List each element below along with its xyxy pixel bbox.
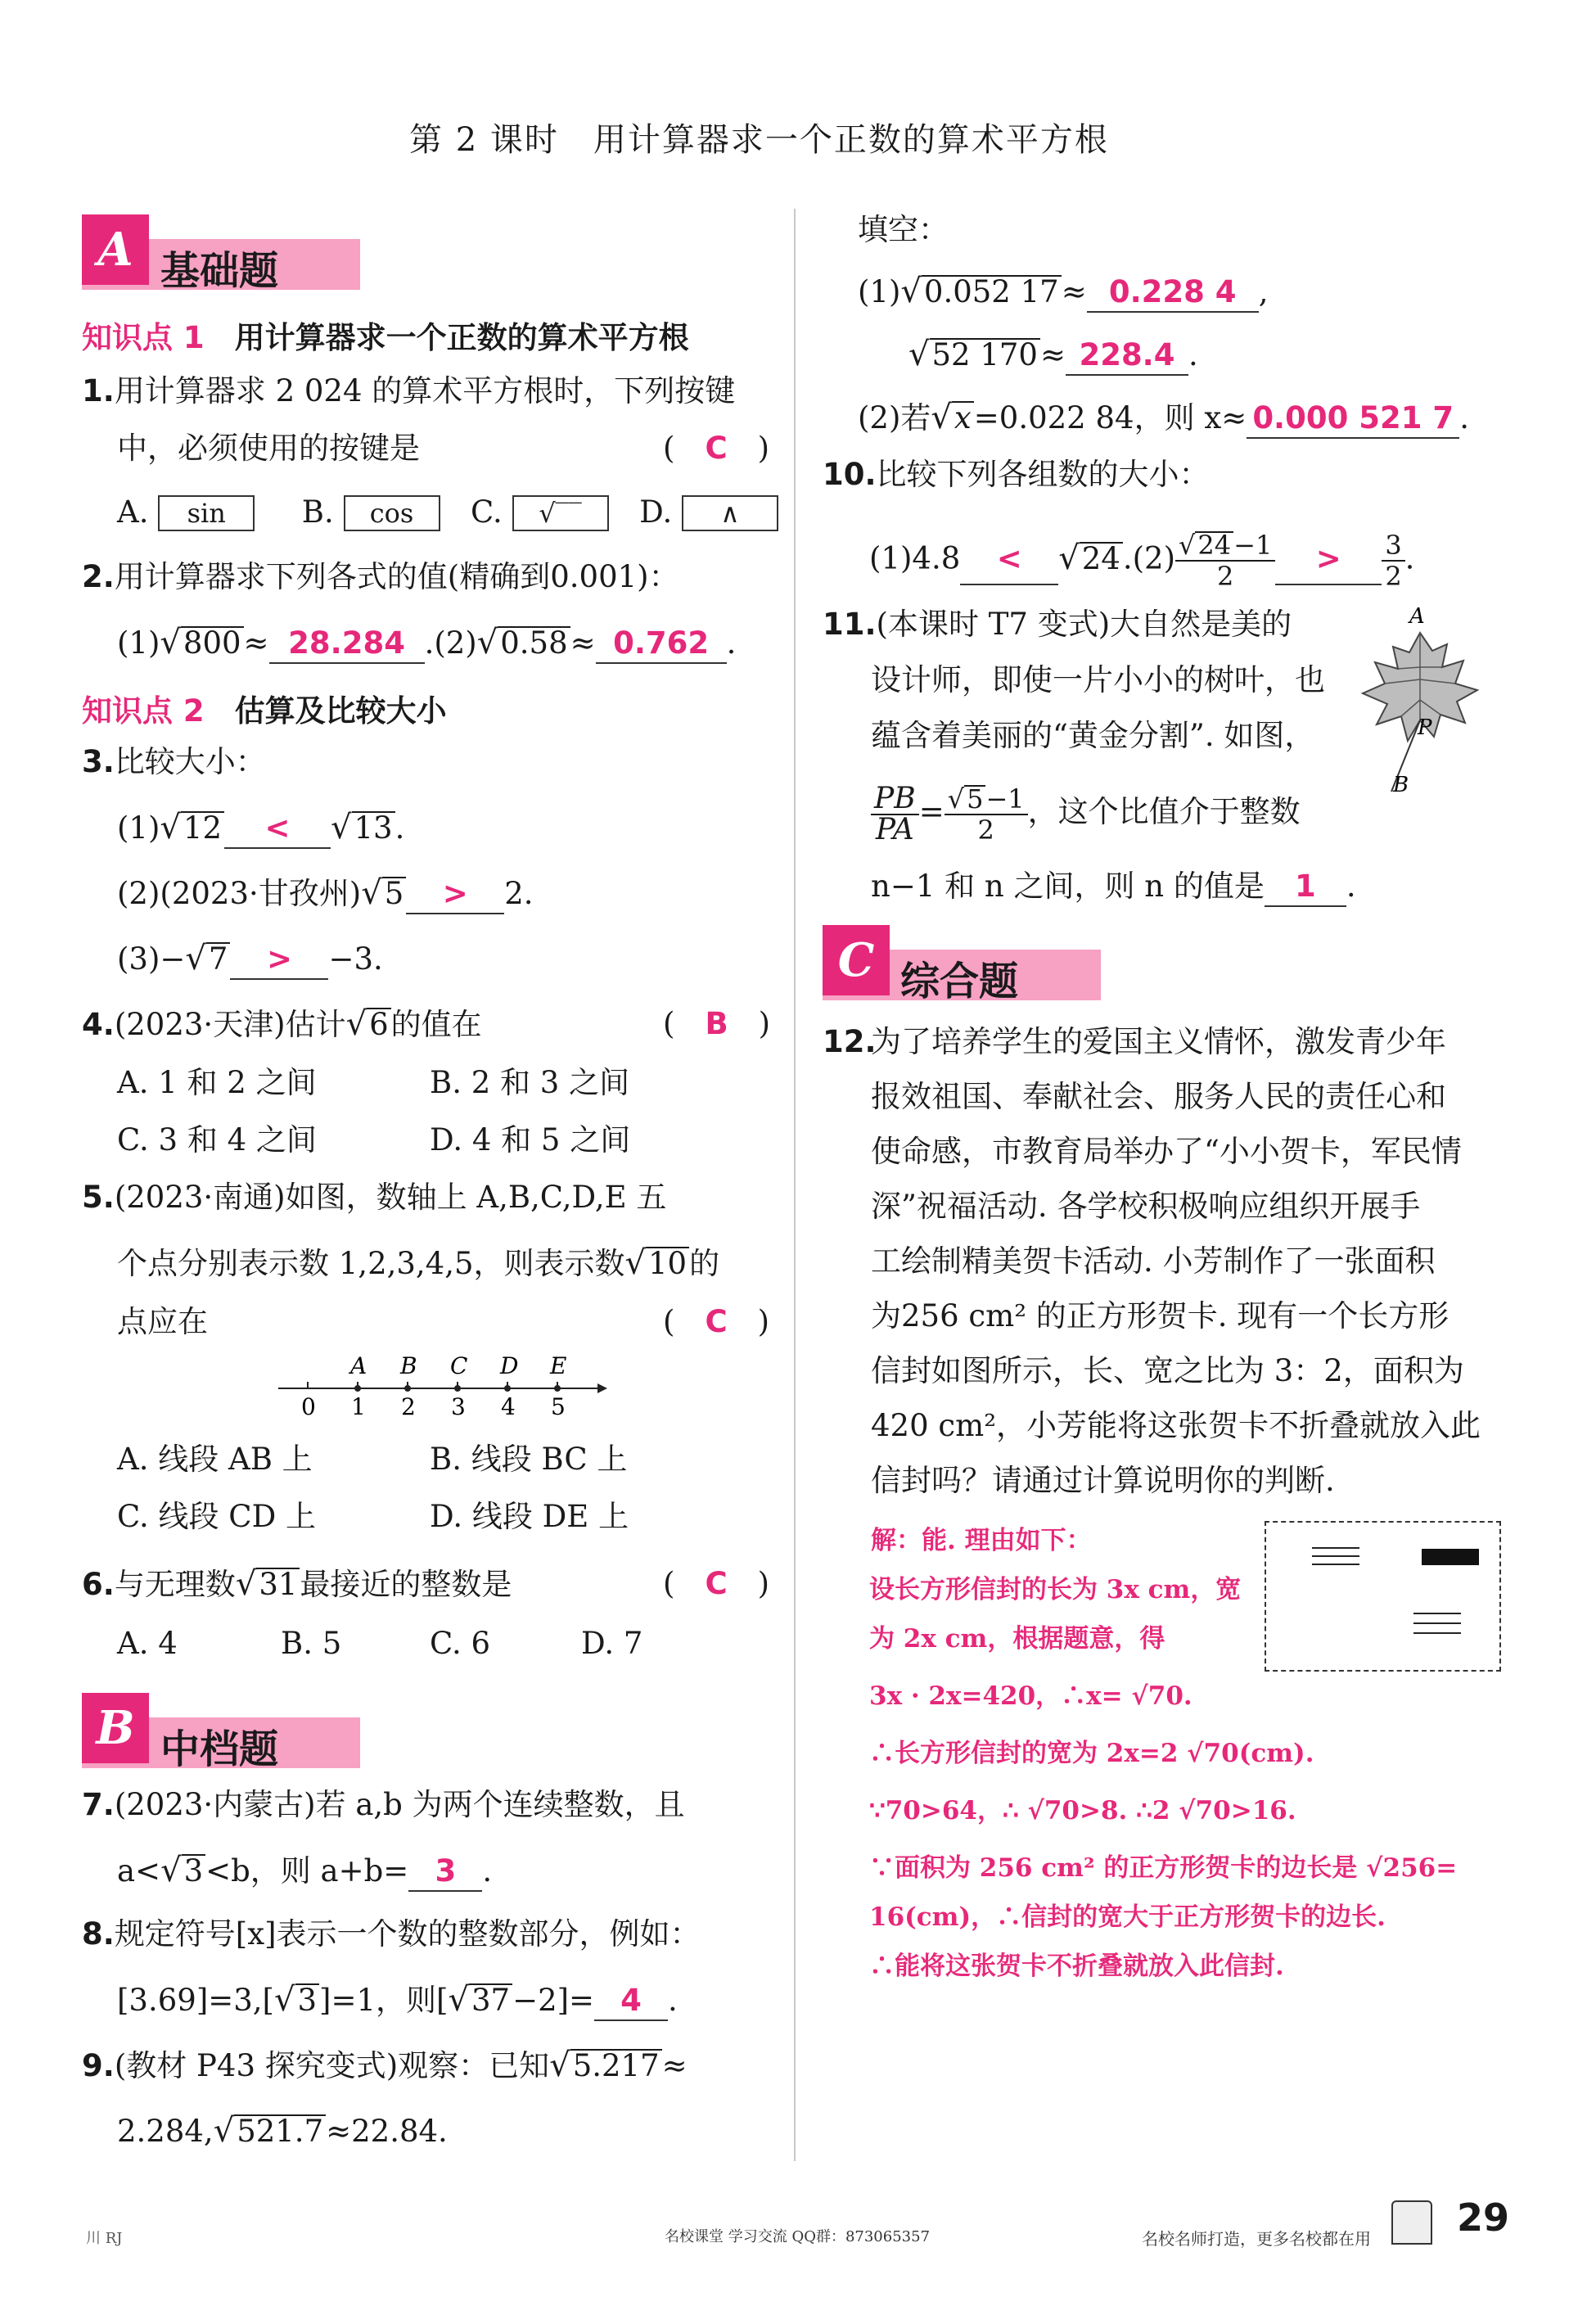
axis-number: 0 bbox=[301, 1393, 316, 1420]
question-text: 用计算器求 2 024 的算术平方根时，下列按键 bbox=[114, 373, 736, 408]
answer-choice: C bbox=[705, 1566, 728, 1601]
answer-blank: > bbox=[1275, 535, 1382, 585]
knowledge-point-1 bbox=[82, 313, 689, 357]
question-number: 7. bbox=[82, 1787, 115, 1822]
question-1-line2: 中，必须使用的按键是 bbox=[117, 431, 420, 466]
answer-blank: < bbox=[960, 535, 1058, 585]
q4-option-d: D. 4 和 5 之间 bbox=[430, 1122, 631, 1158]
question-12-line: 信封吗？请通过计算说明你的判断. bbox=[871, 1463, 1335, 1498]
section-c-badge: C bbox=[823, 925, 890, 995]
q6-option-b: B. 5 bbox=[281, 1626, 342, 1661]
answer-blank: 0.762 bbox=[596, 625, 727, 664]
question-11-line4: $\frac{PB}{PA}$ = $\frac{√5-1}{2}$ ，这个比值介于整数 bbox=[871, 779, 1301, 845]
question-12-line: 深”祝福活动. 各学校积极响应组织开展手 bbox=[871, 1189, 1421, 1224]
axis-number: 3 bbox=[451, 1393, 466, 1420]
question-text: 用计算器求下列各式的值(精确到0.001)： bbox=[114, 559, 679, 594]
axis-point bbox=[454, 1385, 461, 1392]
question-5-answer: ( C ) bbox=[663, 1304, 770, 1339]
question-6-line1: 6.与无理数√31最接近的整数是 bbox=[82, 1565, 512, 1603]
question-3-part3: (3)−√7 > −3. bbox=[117, 940, 383, 980]
question-10-line2: (1)4.8 < √24.(2) $\frac{√24-1}{2}$ > $\frac{3}{2}$ . bbox=[869, 530, 1415, 592]
question-1-options bbox=[117, 494, 778, 531]
q4-option-c: C. 3 和 4 之间 bbox=[117, 1122, 317, 1158]
logo-icon bbox=[1391, 2200, 1432, 2245]
section-a-title: 基础题 bbox=[160, 248, 279, 294]
question-4-line1: 4.(2023·天津)估计√6的值在 bbox=[82, 1005, 482, 1043]
answer-blank: 1 bbox=[1265, 868, 1346, 907]
q4-option-b: B. 2 和 3 之间 bbox=[430, 1065, 630, 1100]
question-2-line1 bbox=[82, 558, 679, 596]
question-8-line2: [3.69]=3,[√3]=1，则[√37−2]= 4 . bbox=[117, 1981, 678, 2021]
question-number: 2. bbox=[82, 559, 115, 594]
question-number: 4. bbox=[82, 1007, 115, 1042]
q5-option-a: A. 线段 AB 上 bbox=[117, 1442, 313, 1477]
fraction: $\frac{PB}{PA}$ bbox=[871, 784, 919, 845]
fig-label-p: P bbox=[1418, 715, 1432, 740]
answer-blank: 0.228 4 bbox=[1087, 273, 1259, 313]
fraction: $\frac{√5-1}{2}$ bbox=[945, 784, 1028, 845]
envelope-lines-left bbox=[1312, 1547, 1359, 1549]
axis-point-label: B bbox=[400, 1352, 417, 1379]
question-number: 3. bbox=[82, 744, 115, 779]
option-d-label: D. bbox=[639, 494, 673, 530]
page-number: 29 bbox=[1457, 2195, 1510, 2240]
fraction: $\frac{3}{2}$ bbox=[1382, 530, 1404, 591]
question-number: 5. bbox=[82, 1180, 115, 1215]
axis-number: 4 bbox=[501, 1393, 516, 1420]
part-label: .(2) bbox=[424, 625, 477, 661]
footer-qq: 名校课堂 学习交流 QQ群：873065357 bbox=[665, 2228, 931, 2245]
sqrt-key: √‾‾ bbox=[512, 495, 609, 531]
axis-number: 1 bbox=[351, 1393, 366, 1420]
option-c-label: C. bbox=[471, 494, 503, 530]
knowledge-point-tag: 知识点 2 bbox=[82, 693, 205, 729]
answer-choice: C bbox=[705, 1304, 728, 1339]
question-1-answer: ( C ) bbox=[663, 431, 770, 466]
section-b-badge: B bbox=[82, 1693, 149, 1763]
q6-option-a: A. 4 bbox=[117, 1626, 178, 1661]
solution-line: ∴能将这张贺卡不折叠就放入此信封. bbox=[869, 1952, 1284, 1981]
question-number: 9. bbox=[82, 2048, 115, 2083]
answer-blank: > bbox=[230, 941, 328, 980]
question-8-line1: 8.规定符号[x]表示一个数的整数部分，例如： bbox=[82, 1916, 701, 1952]
power-key: ∧ bbox=[682, 495, 778, 531]
knowledge-point-2 bbox=[82, 686, 447, 730]
question-3-line1 bbox=[82, 743, 266, 781]
q4-option-a: A. 1 和 2 之间 bbox=[117, 1065, 317, 1100]
answer-blank: 4 bbox=[594, 1982, 668, 2021]
fig-label-a: A bbox=[1409, 604, 1425, 629]
q5-option-b: B. 线段 BC 上 bbox=[430, 1442, 628, 1477]
envelope-lines-right bbox=[1413, 1613, 1461, 1614]
section-a-badge: A bbox=[82, 214, 149, 285]
question-5-line2: 个点分别表示数 1,2,3,4,5，则表示数√10的 bbox=[117, 1244, 720, 1282]
section-b-title: 中档题 bbox=[160, 1726, 279, 1772]
section-c-title: 综合题 bbox=[900, 959, 1019, 1004]
leaf-figure bbox=[1342, 602, 1490, 798]
number-line-figure bbox=[270, 1351, 614, 1424]
question-7-line2: a<√3<b，则 a+b= 3 . bbox=[117, 1852, 492, 1892]
question-11-line1: 11.(本课时 T7 变式)大自然是美的 bbox=[823, 607, 1292, 642]
footer-edition: 川 RJ bbox=[86, 2230, 123, 2247]
page-title: 第 2 课时 用计算器求一个正数的算术平方根 bbox=[409, 121, 1109, 159]
sin-key: sin bbox=[158, 495, 255, 531]
question-9-part1: (1)√0.052 17≈ 0.228 4 , bbox=[858, 273, 1268, 313]
question-4-answer: ( B ) bbox=[663, 1006, 771, 1041]
question-5-line3: 点应在 bbox=[117, 1304, 208, 1339]
question-number: 11. bbox=[823, 607, 877, 642]
solution-line: ∵面积为 256 cm² 的正方形贺卡的边长是 √256= bbox=[869, 1853, 1458, 1883]
question-9-part1b: √52 170≈ 228.4 . bbox=[908, 336, 1198, 376]
axis-point bbox=[554, 1385, 561, 1392]
question-3-part1: (1)√12 < √13. bbox=[117, 809, 404, 849]
part-label: (1) bbox=[117, 625, 160, 661]
answer-blank: 28.284 bbox=[269, 625, 425, 664]
option-b-label: B. bbox=[301, 494, 334, 530]
solution-line: 3x · 2x=420，∴x= √70. bbox=[869, 1681, 1192, 1711]
question-9-part2: (2)若√x=0.022 84，则 x≈ 0.000 521 7 . bbox=[858, 399, 1469, 439]
question-12-line: 420 cm²，小芳能将这张贺卡不折叠就放入此 bbox=[871, 1408, 1481, 1443]
question-12-line: 工绘制精美贺卡活动. 小芳制作了一张面积 bbox=[871, 1243, 1436, 1279]
answer-blank: < bbox=[224, 810, 331, 849]
answer-choice: B bbox=[705, 1006, 728, 1041]
question-number: 1. bbox=[82, 373, 115, 408]
question-11-line3: 蕴含着美丽的“黄金分割”. 如图， bbox=[871, 718, 1315, 753]
fraction: $\frac{√24-1}{2}$ bbox=[1175, 530, 1275, 591]
solution-line: 为 2x cm，根据题意，得 bbox=[869, 1624, 1165, 1654]
question-7-line1: 7.(2023·内蒙古)若 a,b 为两个连续整数，且 bbox=[82, 1787, 685, 1822]
axis-point bbox=[354, 1385, 361, 1392]
q5-option-c: C. 线段 CD 上 bbox=[117, 1499, 317, 1534]
question-10-line1: 10.比较下列各组数的大小： bbox=[823, 457, 1210, 492]
knowledge-point-tag: 知识点 1 bbox=[82, 320, 205, 355]
knowledge-point-text: 估算及比较大小 bbox=[234, 693, 447, 729]
question-12-line: 为256 cm² 的正方形贺卡. 现有一个长方形 bbox=[871, 1298, 1449, 1333]
column-divider bbox=[794, 209, 796, 2161]
question-12-line: 报效祖国、奉献社会、服务人民的责任心和 bbox=[871, 1079, 1446, 1114]
solution-line: ∵70>64，∴ √70>8. ∴2 √70>16. bbox=[869, 1796, 1296, 1825]
radicand: 800 bbox=[181, 626, 244, 659]
question-2-line2: (1)√800≈ 28.284 .(2)√0.58≈ 0.762 . bbox=[117, 624, 736, 664]
answer-blank: 228.4 bbox=[1066, 336, 1188, 376]
question-11-line2: 设计师，即使一片小小的树叶，也 bbox=[871, 662, 1325, 697]
question-9-fill: 填空： bbox=[858, 212, 949, 247]
question-12-line: 信封如图所示，长、宽之比为 3：2，面积为 bbox=[871, 1353, 1464, 1388]
question-12-line: 为了培养学生的爱国主义情怀，激发青少年 bbox=[871, 1024, 1446, 1059]
q6-option-c: C. 6 bbox=[430, 1626, 491, 1661]
answer-blank: > bbox=[406, 875, 504, 914]
solution-line: 设长方形信封的长为 3x cm，宽 bbox=[869, 1575, 1242, 1604]
solution-line: 解：能. 理由如下： bbox=[871, 1526, 1092, 1555]
answer-blank: 0.000 521 7 bbox=[1247, 399, 1459, 439]
question-11-line5: n−1 和 n 之间，则 n 的值是 1 . bbox=[871, 868, 1356, 907]
solution-line: 16(cm)，∴信封的宽大于正方形贺卡的边长. bbox=[869, 1902, 1386, 1932]
envelope-figure bbox=[1265, 1521, 1501, 1672]
option-a-label: A. bbox=[117, 494, 149, 530]
axis-number: 5 bbox=[551, 1393, 566, 1420]
axis-number: 2 bbox=[401, 1393, 416, 1420]
question-5-line1: 5.(2023·南通)如图，数轴上 A,B,C,D,E 五 bbox=[82, 1180, 667, 1215]
axis-point-label: C bbox=[450, 1352, 468, 1379]
question-number: 8. bbox=[82, 1916, 115, 1952]
axis-point-label: A bbox=[350, 1352, 367, 1379]
axis-point-label: D bbox=[500, 1352, 519, 1379]
fig-label-b: B bbox=[1393, 773, 1409, 797]
q5-option-d: D. 线段 DE 上 bbox=[430, 1499, 629, 1534]
question-number: 6. bbox=[82, 1567, 115, 1602]
axis-point bbox=[404, 1385, 411, 1392]
question-12-number: 12. bbox=[823, 1024, 877, 1059]
answer-blank: 3 bbox=[408, 1852, 482, 1892]
cos-key: cos bbox=[344, 495, 440, 531]
question-1-line1 bbox=[82, 372, 735, 410]
question-3-part2: (2)(2023·甘孜州)√5 > 2. bbox=[117, 874, 534, 914]
question-9-line1: 9.(教材 P43 探究变式)观察：已知√5.217≈ bbox=[82, 2046, 688, 2084]
envelope-stamp bbox=[1422, 1549, 1479, 1565]
question-9-line2: 2.284,√521.7≈22.84. bbox=[117, 2112, 448, 2150]
axis-point-label: E bbox=[550, 1352, 567, 1379]
answer-choice: C bbox=[705, 431, 728, 466]
axis-point bbox=[504, 1385, 511, 1392]
knowledge-point-text: 用计算器求一个正数的算术平方根 bbox=[234, 320, 689, 355]
q6-option-d: D. 7 bbox=[581, 1626, 643, 1661]
radicand: 0.58 bbox=[498, 626, 570, 659]
solution-line: ∴长方形信封的宽为 2x=2 √70(cm). bbox=[869, 1739, 1314, 1768]
question-6-answer: ( C ) bbox=[663, 1566, 770, 1601]
question-12-line: 使命感，市教育局举办了“小小贺卡，军民情 bbox=[871, 1134, 1462, 1169]
question-number: 10. bbox=[823, 457, 877, 492]
footer-slogan: 名校名师打造，更多名校都在用 bbox=[1142, 2229, 1371, 2249]
question-text: 比较大小： bbox=[114, 744, 266, 779]
